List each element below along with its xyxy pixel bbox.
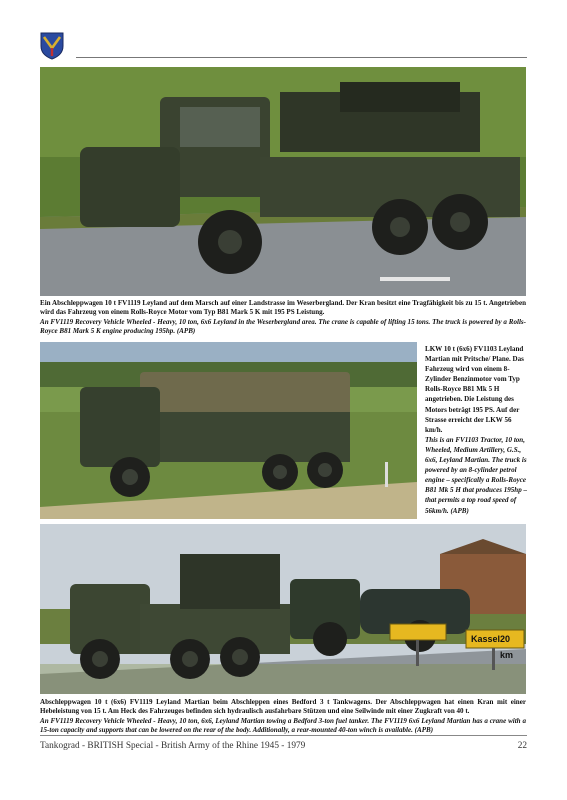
caption-english: An FV1119 Recovery Vehicle Wheeled - Heavy, 10 ton, 6x6, Leyland Martian towing a Bedford 3-ton fuel tanker. The FV1119 6x6 Leyland Martian has a crane with a 15-ton capacity and supports that can be lowered on the rear of the body. Additionally, a rear-mounted 40-ton winch is available. (APB) bbox=[40, 716, 526, 734]
page-number: 22 bbox=[517, 741, 527, 751]
road-sign-distance: 20 km bbox=[500, 634, 514, 660]
caption-photo-3 bbox=[40, 698, 526, 735]
caption-english: An FV1119 Recovery Vehicle Wheeled - Heavy, 10 ton, 6x6 Leyland in the Weserbergland area. The crane is capable of lifting 15 tons. The truck is powered by a Rolls-Royce B81 Mark 5 K engine producing 195hp. (APB) bbox=[40, 317, 526, 335]
photo-tractor-field bbox=[40, 342, 417, 519]
photo-towing-tanker bbox=[40, 524, 526, 694]
photo-recovery-vehicle-road bbox=[40, 67, 526, 296]
brigade-shield-icon bbox=[40, 32, 64, 60]
caption-german: Ein Abschleppwagen 10 t FV1119 Leyland auf dem Marsch auf einer Landstrasse im Weserbergland. Der Kran besitzt eine Tragfähigkeit bis zu 15 t. Angetrieben wird das Fahrzeug von einem Rolls-Royce Motor vom Typ B81 Mark 5 K mit 195 PS Leistung. bbox=[40, 299, 526, 317]
caption-german: Abschleppwagen 10 t (6x6) FV1119 Leyland Martian beim Abschleppen eines Bedford 3 t Tankwagens. Der Abschleppwagen hat einen Kran mit einer Hebeleistung von 15 t. Am Heck des Fahrzeuges befinden sich hydraulisch ausfahrbare Stützen und eine Seilwinde mit einer Zugkraft von 40 t. bbox=[40, 698, 526, 716]
header-rule bbox=[76, 57, 527, 58]
caption-photo-1 bbox=[40, 299, 526, 336]
caption-photo-2 bbox=[425, 344, 529, 516]
caption-english: This is an FV1103 Tractor, 10 ton, Wheeled, Medium Artillery, G.S., 6x6, Leyland Martian. The truck is powered by an 8-cylinder petrol engine – specifically a Rolls-Royce B81 Mk 5 H that produces 195hp – that permits a top road speed of 56km/h. (APB) bbox=[425, 435, 527, 515]
page-footer bbox=[40, 735, 527, 756]
caption-german: LKW 10 t (6x6) FV1103 Leyland Martian mit Pritsche/ Plane. Das Fahrzeug wird von einem 8-Zylinder Benzinmotor vom Typ Rolls-Royce B81 Mk 5 H angetrieben. Die Leistung des Motors beträgt 195 PS. Auf der Strasse erreicht der LKW 56 km/h. bbox=[425, 345, 524, 434]
road-sign-place: Kassel bbox=[471, 634, 501, 644]
road-sign-kassel bbox=[468, 631, 524, 660]
footer-title: Tankograd - BRITISH Special - British Army of the Rhine 1945 - 1979 bbox=[40, 741, 306, 751]
